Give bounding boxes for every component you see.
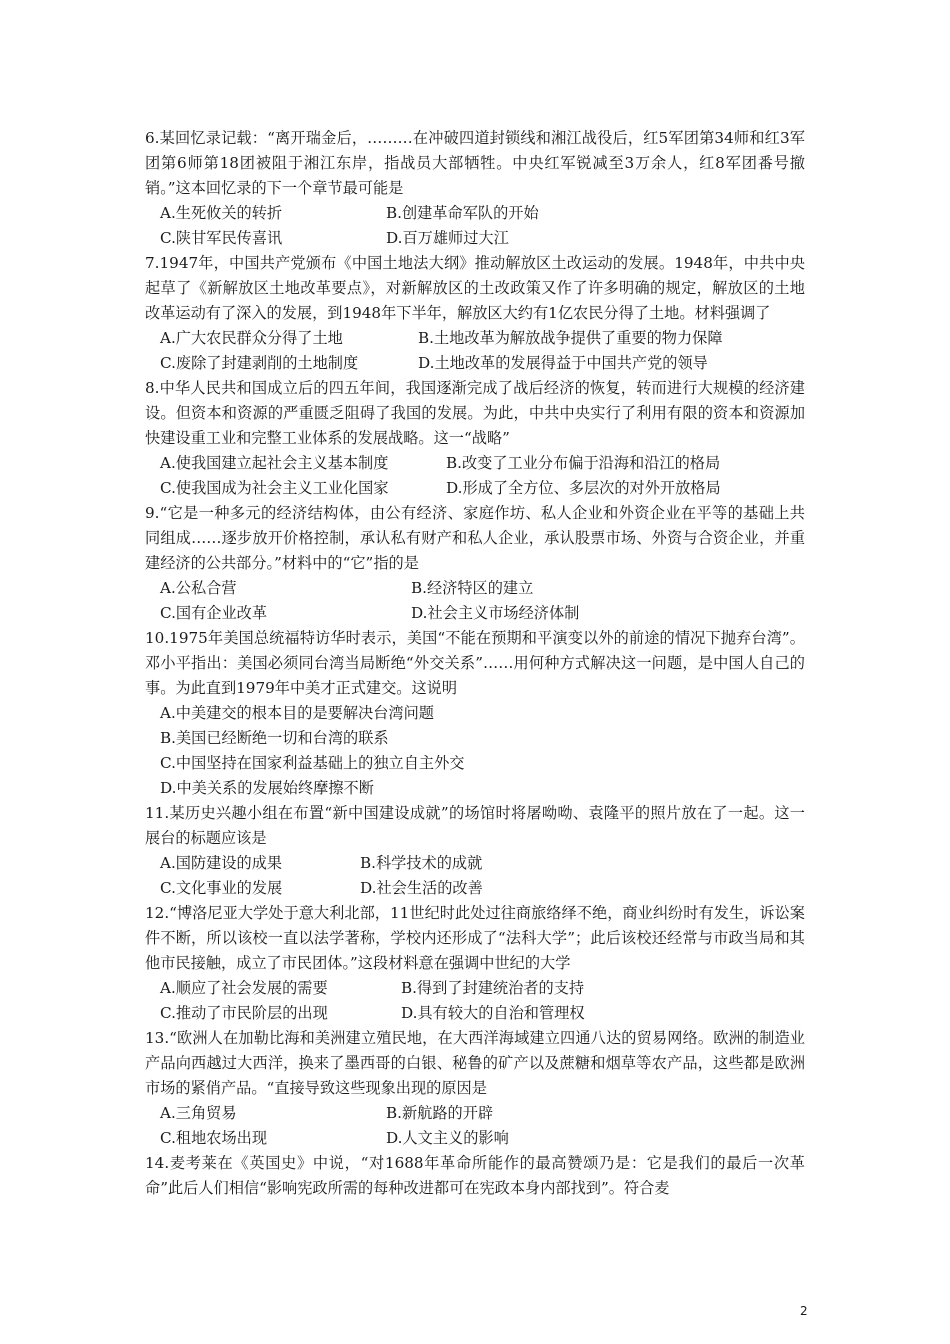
question-13-option-d: D.人文主义的影响 [386,1129,509,1147]
question-8-option-a: A.使我国建立起社会主义基本制度 [160,454,389,472]
question-10-option-c: C.中国坚持在国家利益基础上的独立自主外交 [160,754,465,772]
question-13-option-c: C.租地农场出现 [160,1129,268,1147]
question-list [145,126,805,1201]
question-8-option-d: D.形成了全方位、多层次的对外开放格局 [446,479,721,497]
question-11-option-c: C.文化事业的发展 [160,879,283,897]
question-6-option-d: D.百万雄师过大江 [386,229,509,247]
question-7-option-c: C.废除了封建剥削的土地制度 [160,354,359,372]
question-8 [145,376,805,501]
question-10-option-d: D.中美关系的发展始终摩擦不断 [160,779,374,797]
question-9-option-c: C.国有企业改革 [160,604,268,622]
question-14-stem: 14.麦考莱在《英国史》中说，“对1688年革命所能作的最高赞颂乃是：它是我们的最后一次革命”此后人们相信“影响宪政所需的每种改进都可在宪政本身内部找到”。符合麦 [145,1154,805,1197]
question-7-stem: 7.1947年，中国共产党颁布《中国土地法大纲》推动解放区土改运动的发展。1948年，中共中央起草了《新解放区土地改革要点》，对新解放区的土改政策又作了许多明确的规定，解放区的土地改革运动有了深入的发展，到1948年下半年，解放区大约有1亿农民分得了土地。材料强调了 [145,254,805,322]
question-12-option-c: C.推动了市民阶层的出现 [160,1004,328,1022]
question-14 [145,1151,805,1201]
question-7-option-b: B.土地改革为解放战争提供了重要的物力保障 [418,329,723,347]
question-10-stem: 10.1975年美国总统福特访华时表示，美国“不能在预期和平演变以外的前途的情况下抛弃台湾”。邓小平指出：美国必须同台湾当局断绝“外交关系”……用何种方式解决这一问题，是中国人自己的事。为此直到1979年中美才正式建交。这说明 [145,629,805,697]
question-6-option-c: C.陕甘军民传喜讯 [160,229,283,247]
question-7-option-a: A.广大农民群众分得了土地 [160,329,343,347]
question-13-option-a: A.三角贸易 [160,1104,237,1122]
question-11-stem: 11.某历史兴趣小组在布置“新中国建设成就”的场馆时将屠呦呦、袁隆平的照片放在了一起。这一展台的标题应该是 [145,804,805,847]
question-12-option-a: A.顺应了社会发展的需要 [160,979,328,997]
question-11-option-b: B.科学技术的成就 [360,854,483,872]
question-13 [145,1026,805,1151]
question-9-option-d: D.社会主义市场经济体制 [411,604,580,622]
question-9-option-a: A.公私合营 [160,579,237,597]
question-12-option-d: D.具有较大的自治和管理权 [401,1004,585,1022]
question-9 [145,501,805,626]
question-9-option-b: B.经济特区的建立 [411,579,534,597]
question-8-option-c: C.使我国成为社会主义工业化国家 [160,479,389,497]
question-7 [145,251,805,376]
question-10-option-b: B.美国已经断绝一切和台湾的联系 [160,729,389,747]
question-12-stem: 12.“博洛尼亚大学处于意大利北部，11世纪时此处过往商旅络绎不绝，商业纠纷时有发生，诉讼案件不断，所以该校一直以法学著称，学校内还形成了“法科大学”；此后该校还经常与市政当局和其他市民接触，成立了市民团体。”这段材料意在强调中世纪的大学 [145,904,805,972]
question-12-option-b: B.得到了封建统治者的支持 [401,979,585,997]
question-6 [145,126,805,251]
question-9-stem: 9.“它是一种多元的经济结构体，由公有经济、家庭作坊、私人企业和外资企业在平等的基础上共同组成……逐步放开价格控制，承认私有财产和私人企业，承认股票市场、外资与合资企业，并重建经济的公共部分。”材料中的“它”指的是 [145,504,805,572]
question-7-option-d: D.土地改革的发展得益于中国共产党的领导 [418,354,708,372]
question-8-stem: 8.中华人民共和国成立后的四五年间，我国逐渐完成了战后经济的恢复，转而进行大规模的经济建设。但资本和资源的严重匮乏阻碍了我国的发展。为此，中共中央实行了利用有限的资本和资源加快建设重工业和完整工业体系的发展战略。这一“战略” [145,379,805,447]
question-8-option-b: B.改变了工业分布偏于沿海和沿江的格局 [446,454,721,472]
question-10 [145,626,805,801]
question-10-option-a: A.中美建交的根本目的是要解决台湾问题 [160,704,434,722]
question-6-stem: 6.某回忆录记载：“离开瑞金后，………在冲破四道封锁线和湘江战役后，红5军团第34师和红3军团第6师第18团被阻于湘江东岸，指战员大部牺牲。中央红军锐减至3万余人，红8军团番号撤销。”这本回忆录的下一个章节最可能是 [145,129,805,197]
question-13-option-b: B.新航路的开辟 [386,1104,494,1122]
question-11-option-d: D.社会生活的改善 [360,879,483,897]
question-6-option-b: B.创建革命军队的开始 [386,204,539,222]
question-12 [145,901,805,1026]
page-number: 2 [800,1304,808,1318]
question-11 [145,801,805,901]
question-13-stem: 13.“欧洲人在加勒比海和美洲建立殖民地，在大西洋海域建立四通八达的贸易网络。欧洲的制造业产品向西越过大西洋，换来了墨西哥的白银、秘鲁的矿产以及蔗糖和烟草等农产品，这些都是欧洲市场的紧俏产品。“直接导致这些现象出现的原因是 [145,1029,805,1097]
question-6-option-a: A.生死攸关的转折 [160,204,283,222]
question-11-option-a: A.国防建设的成果 [160,854,283,872]
